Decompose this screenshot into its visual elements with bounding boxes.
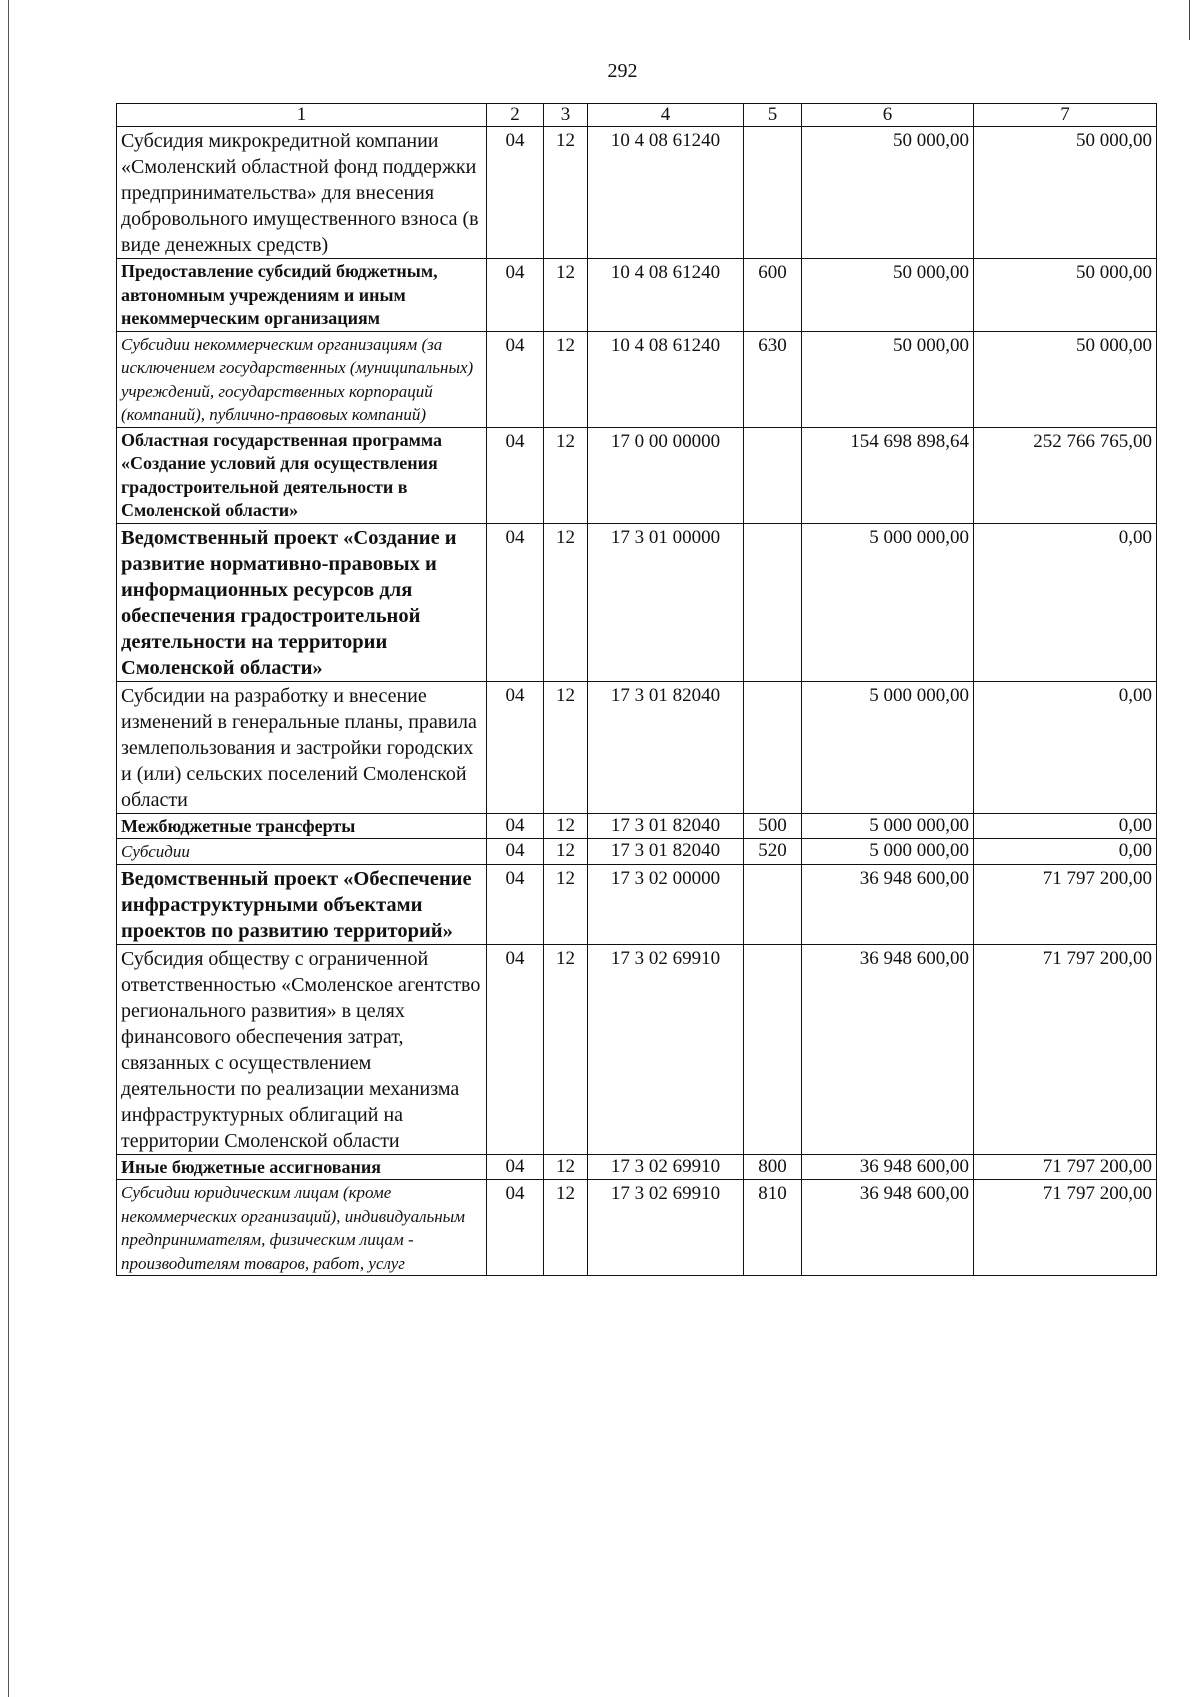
row-amount-2: 50 000,00 xyxy=(974,127,1157,259)
column-header-1: 1 xyxy=(117,104,487,127)
table-row xyxy=(117,259,1157,332)
row-subsection: 12 xyxy=(544,331,588,427)
row-amount-2: 71 797 200,00 xyxy=(974,944,1157,1154)
table-row xyxy=(117,681,1157,813)
row-amount-1: 5 000 000,00 xyxy=(802,839,974,865)
row-amount-2: 50 000,00 xyxy=(974,259,1157,332)
row-target-code: 17 0 00 00000 xyxy=(588,427,744,523)
column-header-6: 6 xyxy=(802,104,974,127)
row-subsection: 12 xyxy=(544,944,588,1154)
row-subsection: 12 xyxy=(544,1154,588,1180)
row-amount-1: 36 948 600,00 xyxy=(802,944,974,1154)
row-name: Предоставление субсидий бюджетным, автономным учреждениям и иным некоммерческим организациям xyxy=(117,259,487,332)
table-row xyxy=(117,1154,1157,1180)
row-section: 04 xyxy=(487,1180,544,1276)
row-subsection: 12 xyxy=(544,259,588,332)
row-subsection: 12 xyxy=(544,839,588,865)
row-name: Субсидии на разработку и внесение изменений в генеральные планы, правила землепользования и застройки городских и (или) сельских поселений Смоленской области xyxy=(117,681,487,813)
row-expense-type xyxy=(744,127,802,259)
row-target-code: 17 3 02 69910 xyxy=(588,944,744,1154)
row-amount-2: 0,00 xyxy=(974,523,1157,681)
row-target-code: 17 3 02 00000 xyxy=(588,864,744,944)
row-amount-1: 50 000,00 xyxy=(802,259,974,332)
row-section: 04 xyxy=(487,813,544,839)
row-amount-1: 5 000 000,00 xyxy=(802,681,974,813)
row-amount-1: 154 698 898,64 xyxy=(802,427,974,523)
table-row xyxy=(117,331,1157,427)
row-section: 04 xyxy=(487,864,544,944)
column-header-2: 2 xyxy=(487,104,544,127)
row-expense-type xyxy=(744,864,802,944)
row-target-code: 17 3 02 69910 xyxy=(588,1180,744,1276)
row-expense-type: 800 xyxy=(744,1154,802,1180)
row-name: Субсидии некоммерческим организациям (за исключением государственных (муниципальных) учреждений, государственных корпораций (компаний), публично-правовых компаний) xyxy=(117,331,487,427)
row-amount-2: 0,00 xyxy=(974,681,1157,813)
row-name: Межбюджетные трансферты xyxy=(117,813,487,839)
row-amount-1: 5 000 000,00 xyxy=(802,523,974,681)
row-section: 04 xyxy=(487,127,544,259)
table-row xyxy=(117,813,1157,839)
row-expense-type xyxy=(744,427,802,523)
row-expense-type: 810 xyxy=(744,1180,802,1276)
column-header-4: 4 xyxy=(588,104,744,127)
row-amount-2: 71 797 200,00 xyxy=(974,864,1157,944)
scan-edge-right xyxy=(1189,0,1190,40)
table-row xyxy=(117,427,1157,523)
row-expense-type xyxy=(744,523,802,681)
row-amount-2: 50 000,00 xyxy=(974,331,1157,427)
row-target-code: 17 3 01 82040 xyxy=(588,839,744,865)
budget-table xyxy=(116,103,1157,1276)
row-subsection: 12 xyxy=(544,523,588,681)
row-target-code: 17 3 01 00000 xyxy=(588,523,744,681)
row-expense-type: 600 xyxy=(744,259,802,332)
table-row xyxy=(117,127,1157,259)
row-name: Ведомственный проект «Обеспечение инфраструктурными объектами проектов по развитию территорий» xyxy=(117,864,487,944)
page-number: 292 xyxy=(607,60,638,82)
row-amount-2: 71 797 200,00 xyxy=(974,1154,1157,1180)
row-name: Субсидия микрокредитной компании «Смоленский областной фонд поддержки предпринимательства» для внесения добровольного имущественного взноса (в виде денежных средств) xyxy=(117,127,487,259)
row-subsection: 12 xyxy=(544,813,588,839)
table-row xyxy=(117,839,1157,865)
row-target-code: 10 4 08 61240 xyxy=(588,331,744,427)
table-row xyxy=(117,864,1157,944)
row-target-code: 17 3 02 69910 xyxy=(588,1154,744,1180)
row-expense-type xyxy=(744,681,802,813)
row-section: 04 xyxy=(487,427,544,523)
column-header-5: 5 xyxy=(744,104,802,127)
row-subsection: 12 xyxy=(544,427,588,523)
row-section: 04 xyxy=(487,944,544,1154)
row-subsection: 12 xyxy=(544,681,588,813)
row-amount-1: 50 000,00 xyxy=(802,127,974,259)
row-target-code: 17 3 01 82040 xyxy=(588,813,744,839)
table-header-row xyxy=(117,104,1157,127)
row-name: Областная государственная программа «Создание условий для осуществления градостроительной деятельности в Смоленской области» xyxy=(117,427,487,523)
row-expense-type: 520 xyxy=(744,839,802,865)
row-subsection: 12 xyxy=(544,1180,588,1276)
row-expense-type: 630 xyxy=(744,331,802,427)
column-header-7: 7 xyxy=(974,104,1157,127)
row-amount-1: 36 948 600,00 xyxy=(802,864,974,944)
row-subsection: 12 xyxy=(544,127,588,259)
row-amount-1: 50 000,00 xyxy=(802,331,974,427)
row-target-code: 10 4 08 61240 xyxy=(588,127,744,259)
row-name: Ведомственный проект «Создание и развитие нормативно-правовых и информационных ресурсов для обеспечения градостроительной деятельности на территории Смоленской области» xyxy=(117,523,487,681)
table-row xyxy=(117,944,1157,1154)
table-row xyxy=(117,1180,1157,1276)
row-name: Субсидии юридическим лицам (кроме некоммерческих организаций), индивидуальным предпринимателям, физическим лицам - производителям товаров, работ, услуг xyxy=(117,1180,487,1276)
row-amount-1: 36 948 600,00 xyxy=(802,1154,974,1180)
row-amount-1: 36 948 600,00 xyxy=(802,1180,974,1276)
row-section: 04 xyxy=(487,681,544,813)
row-subsection: 12 xyxy=(544,864,588,944)
row-expense-type: 500 xyxy=(744,813,802,839)
row-amount-2: 0,00 xyxy=(974,813,1157,839)
row-amount-2: 71 797 200,00 xyxy=(974,1180,1157,1276)
row-name: Субсидия обществу с ограниченной ответственностью «Смоленское агентство регионального развития» в целях финансового обеспечения затрат, связанных с осуществлением деятельности по реализации механизма инфраструктурных облигаций на территории Смоленской области xyxy=(117,944,487,1154)
row-expense-type xyxy=(744,944,802,1154)
row-section: 04 xyxy=(487,523,544,681)
row-target-code: 10 4 08 61240 xyxy=(588,259,744,332)
row-amount-2: 252 766 765,00 xyxy=(974,427,1157,523)
row-section: 04 xyxy=(487,331,544,427)
table-row xyxy=(117,523,1157,681)
row-name: Субсидии xyxy=(117,839,487,865)
row-amount-2: 0,00 xyxy=(974,839,1157,865)
row-section: 04 xyxy=(487,1154,544,1180)
row-amount-1: 5 000 000,00 xyxy=(802,813,974,839)
row-target-code: 17 3 01 82040 xyxy=(588,681,744,813)
row-name: Иные бюджетные ассигнования xyxy=(117,1154,487,1180)
row-section: 04 xyxy=(487,839,544,865)
scan-edge-left xyxy=(8,0,9,1697)
column-header-3: 3 xyxy=(544,104,588,127)
row-section: 04 xyxy=(487,259,544,332)
